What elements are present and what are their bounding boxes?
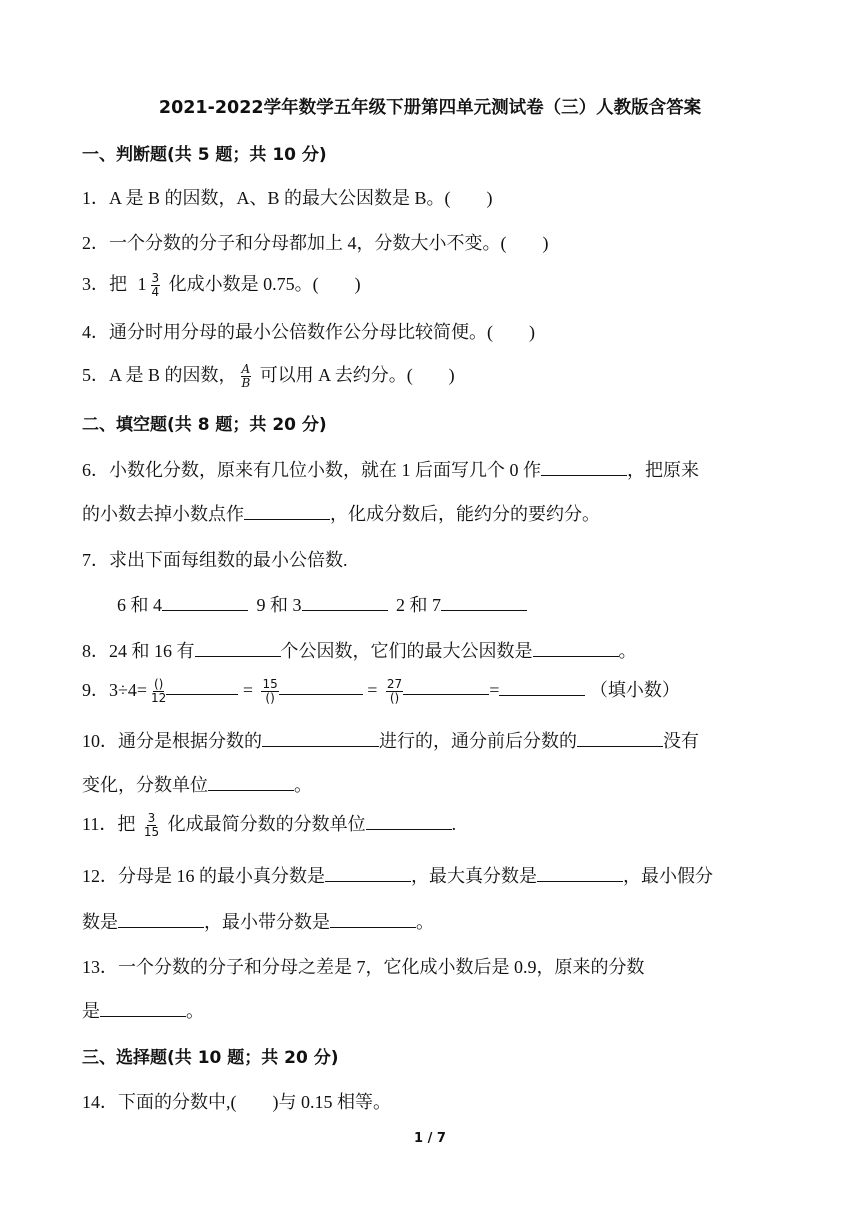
answer-blank[interactable] <box>533 640 619 657</box>
question-12-text: ，最小假分 <box>623 866 713 886</box>
answer-blank[interactable] <box>166 694 238 695</box>
question-8-text: 。 <box>618 641 637 661</box>
question-8 <box>82 637 637 663</box>
question-6-text: ，化成分数后，能约分的要约分。 <box>330 504 600 524</box>
question-11 <box>82 810 456 839</box>
fraction-denominator: 12 <box>151 691 167 706</box>
question-6-text: 6．小数化分数，原来有几位小数，就在 1 后面写几个 0 作 <box>82 460 541 480</box>
question-13-text: 是 <box>82 1001 100 1021</box>
question-9-prefix: 9．3÷4= <box>82 680 148 700</box>
fraction-blank-1[interactable] <box>147 678 238 705</box>
question-10-text: 进行的，通分前后分数的 <box>379 731 577 751</box>
question-6-line-2 <box>82 500 600 526</box>
question-10-line-1 <box>82 727 699 753</box>
question-13-text: 。 <box>186 1001 204 1021</box>
answer-blank[interactable] <box>541 459 627 476</box>
question-5-suffix: 可以用 A 去约分。( ) <box>259 365 455 385</box>
question-5-prefix: 5．A 是 B 的因数， <box>82 365 237 385</box>
answer-blank[interactable] <box>325 865 411 882</box>
page-number: 1 / 7 <box>414 1131 446 1146</box>
answer-blank[interactable] <box>330 911 416 928</box>
answer-blank[interactable] <box>441 594 527 611</box>
question-11-text: 11．把 <box>82 814 136 834</box>
question-13-line-2 <box>82 997 204 1023</box>
answer-blank[interactable] <box>100 1000 186 1017</box>
answer-blank[interactable] <box>537 865 623 882</box>
equals-sign: = <box>367 680 378 700</box>
question-9-hint: （填小数） <box>589 680 680 700</box>
lcm-pair-c: 2 和 7 <box>396 595 441 615</box>
fraction-denominator: 15 <box>143 825 160 840</box>
question-10-text: 。 <box>294 775 312 795</box>
question-12-text: 数是 <box>82 912 118 932</box>
question-4: 4．通分时用分母的最小公倍数作公分母比较简便。( ) <box>82 322 535 342</box>
page-title: 2021-2022学年数学五年级下册第四单元测试卷（三）人教版含答案 <box>158 98 702 118</box>
mixed-number-whole: 1 <box>137 274 147 294</box>
fraction-denominator: B <box>241 376 251 391</box>
question-6-text: 的小数去掉小数点作 <box>82 504 244 524</box>
fraction-numerator: 3 <box>147 811 156 826</box>
question-12-text: ，最大真分数是 <box>411 866 537 886</box>
question-9 <box>82 676 680 705</box>
answer-blank[interactable] <box>366 813 452 830</box>
answer-blank[interactable] <box>279 694 363 695</box>
answer-blank[interactable] <box>162 594 248 611</box>
question-10-line-2 <box>82 771 312 797</box>
answer-blank[interactable] <box>302 594 388 611</box>
answer-blank[interactable] <box>208 774 294 791</box>
fraction-numerator: A <box>241 362 251 377</box>
question-5 <box>82 361 455 390</box>
fraction-numerator: () <box>153 677 164 692</box>
answer-blank[interactable] <box>499 679 585 696</box>
fraction-numerator: 15 <box>262 677 278 692</box>
equals-sign: = <box>489 680 500 700</box>
question-12-text: 12．分母是 16 的最小真分数是 <box>82 866 325 886</box>
answer-blank[interactable] <box>195 640 281 657</box>
fraction-denominator: 4 <box>151 285 160 300</box>
question-11-text: . <box>451 814 457 834</box>
fraction-numerator: 3 <box>151 271 160 286</box>
question-3 <box>82 270 361 299</box>
question-6-line-1 <box>82 456 699 482</box>
fraction-denominator: () <box>389 691 400 706</box>
fraction <box>151 678 166 705</box>
fraction-denominator: () <box>265 691 275 706</box>
equals-sign: = <box>242 680 253 700</box>
question-14: 14．下面的分数中,( )与 0.15 相等。 <box>82 1092 391 1112</box>
section-heading-fill-blank: 二、填空题(共 8 题；共 20 分) <box>82 415 327 435</box>
fraction-three-quarters <box>151 272 161 299</box>
lcm-pair-a: 6 和 4 <box>117 595 162 615</box>
question-3-suffix: 化成小数是 0.75。( ) <box>168 274 361 294</box>
fraction-blank-3[interactable] <box>382 678 489 705</box>
section-heading-multiple-choice: 三、选择题(共 10 题；共 20 分) <box>82 1048 339 1068</box>
question-8-text: 8．24 和 16 有 <box>82 641 195 661</box>
question-12-text: ，最小带分数是 <box>204 912 330 932</box>
question-11-text: 化成最简分数的分数单位 <box>167 814 366 834</box>
answer-blank[interactable] <box>118 911 204 928</box>
question-10-text: 10．通分是根据分数的 <box>82 731 262 751</box>
lcm-pair-b: 9 和 3 <box>256 595 302 615</box>
question-13-line-1: 13．一个分数的分子和分母之差是 7，它化成小数后是 0.9，原来的分数 <box>82 957 645 977</box>
fraction-blank-2[interactable] <box>257 678 362 705</box>
question-12-line-1 <box>82 862 713 888</box>
answer-blank[interactable] <box>244 503 330 520</box>
question-8-text: 个公因数，它们的最大公因数是 <box>280 641 533 661</box>
question-3-prefix: 3．把 <box>82 274 127 294</box>
answer-blank[interactable] <box>577 730 663 747</box>
fraction <box>386 678 403 705</box>
fraction-3-over-15 <box>144 812 159 839</box>
answer-blank[interactable] <box>403 694 489 695</box>
fraction <box>261 678 278 705</box>
question-12-line-2 <box>82 908 434 934</box>
question-10-text: 没有 <box>663 731 699 751</box>
question-10-text: 变化，分数单位 <box>82 775 208 795</box>
section-heading-judgement: 一、判断题(共 5 题；共 10 分) <box>82 145 327 165</box>
fraction-a-over-b <box>241 363 252 390</box>
answer-blank[interactable] <box>262 730 379 747</box>
question-2: 2．一个分数的分子和分母都加上 4，分数大小不变。( ) <box>82 233 549 253</box>
question-7-stem: 7．求出下面每组数的最小公倍数. <box>82 550 348 570</box>
question-1: 1．A 是 B 的因数，A、B 的最大公因数是 B。( ) <box>82 188 493 208</box>
question-7-items <box>117 591 527 617</box>
fraction-numerator: 27 <box>386 677 403 692</box>
question-6-text: ，把原来 <box>627 460 699 480</box>
question-12-text: 。 <box>416 912 434 932</box>
